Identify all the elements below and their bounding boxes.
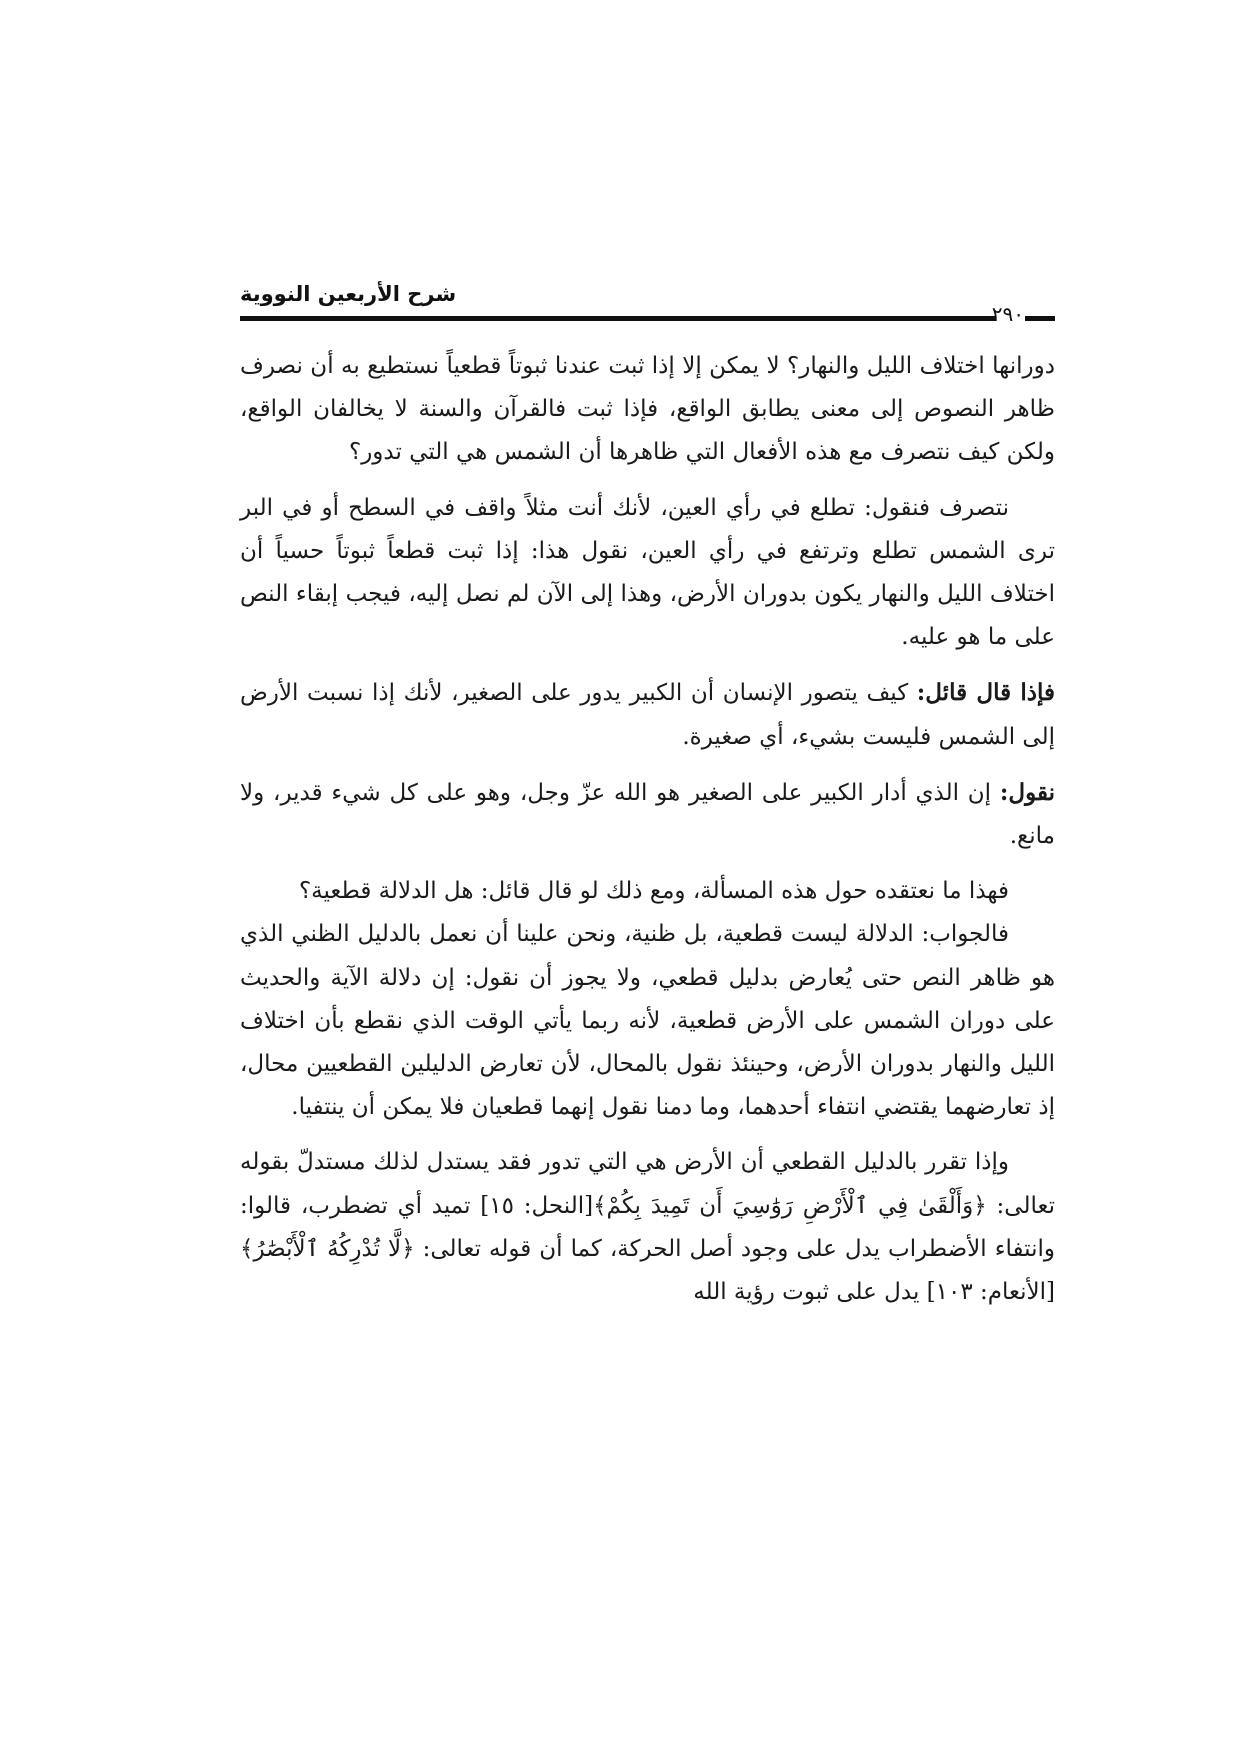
paragraph-text: دورانها اختلاف الليل والنهار؟ لا يمكن إلا إذا ثبت عندنا ثبوتاً قطعياً نستطيع به أن نصرف ظاهر النصوص إلى معنى يطابق الواقع، فإذا ثبت فالقرآن والسنة لا يخالفان الواقع، ولكن كيف نتصرف مع هذه الأفعال التي ظاهرها أن الشمس هي التي تدور؟ bbox=[240, 353, 1055, 466]
page-header bbox=[240, 282, 1055, 326]
header-rule-short bbox=[1025, 316, 1055, 321]
paragraph-text: إن الذي أدار الكبير على الصغير هو الله عزّ وجل، وهو على كل شيء قدير، ولا مانع. bbox=[240, 779, 1055, 850]
paragraph-4 bbox=[240, 771, 1055, 858]
paragraph-3 bbox=[240, 671, 1055, 758]
paragraph-text: نتصرف فنقول: تطلع في رأي العين، لأنك أنت مثلاً واقف في السطح أو في البر ترى الشمس تطلع وترتفع في رأي العين، نقول هذا: إذا ثبت قطعاً ثبوتاً حسياً أن اختلاف الليل والنهار يكون بدوران الأرض، وهذا إلى الآن لم نصل إليه، فيجب إبقاء النص على ما هو عليه. bbox=[240, 494, 1055, 651]
paragraph-lead: نقول: bbox=[999, 778, 1055, 806]
paragraph-5 bbox=[240, 870, 1055, 913]
paragraph-text: فالجواب: الدلالة ليست قطعية، بل ظنية، ونحن علينا أن نعمل بالدليل الظني الذي هو ظاهر النص حتى يُعارض بدليل قطعي، ولا يجوز أن نقول: إن دلالة الآية والحديث على دوران الشمس على الأرض قطعية، لأنه ربما يأتي الوقت الذي نقطع بأن اختلاف الليل والنهار بدوران الأرض، وحينئذ نقول بالمحال، لأن تعارض الدليلين القطعيين محال، إذ تعارضهما يقتضي انتفاء أحدهما، وما دمنا نقول إنهما قطعيان فلا يمكن أن ينتفيا. bbox=[240, 921, 1055, 1121]
paragraph-text: كيف يتصور الإنسان أن الكبير يدور على الصغير، لأنك إذا نسبت الأرض إلى الشمس فليست بشيء، أي صغيرة. bbox=[240, 680, 1055, 750]
paragraph-1 bbox=[240, 345, 1055, 475]
body-text bbox=[240, 345, 1055, 1326]
paragraph-2 bbox=[240, 487, 1055, 660]
paragraph-7 bbox=[240, 1141, 1055, 1314]
paragraph-lead: فإذا قال قائل: bbox=[916, 679, 1055, 707]
paragraph-text: وإذا تقرر بالدليل القطعي أن الأرض هي التي تدور فقد يستدل لذلك مستدلّ بقوله تعالى: ﴿وَأَلْقَىٰ فِي ٱلْأَرْضِ رَوَٰسِيَ أَن تَمِيدَ بِكُمْ﴾[النحل: ١٥] تميد أي تضطرب، قالوا: وانتفاء الأضطراب يدل على وجود أصل الحركة، كما أن قوله تعالى: ﴿لَّا تُدْرِكُهُ ٱلْأَبْصَٰرُ﴾ [الأنعام: ١٠٣] يدل على ثبوت رؤية الله bbox=[240, 1149, 1055, 1306]
header-rule bbox=[240, 316, 995, 321]
running-title: شرح الأربعين النووية bbox=[240, 282, 457, 306]
page-number: ٢٩٠ bbox=[991, 302, 1024, 326]
paragraph-text: فهذا ما نعتقده حول هذه المسألة، ومع ذلك لو قال قائل: هل الدلالة قطعية؟ bbox=[298, 878, 1009, 905]
paragraph-6 bbox=[240, 913, 1055, 1129]
